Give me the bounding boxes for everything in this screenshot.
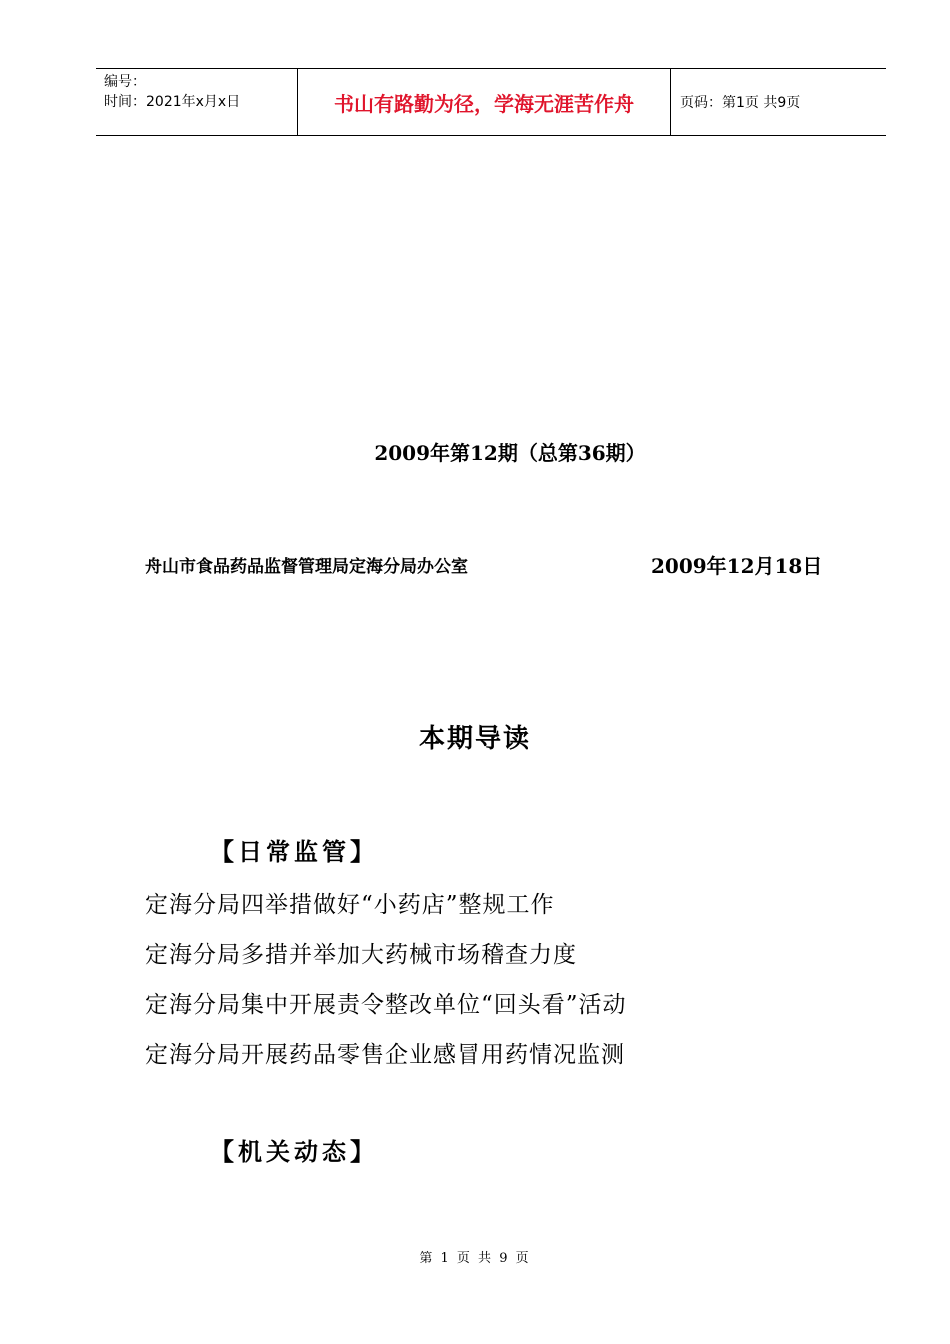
article-link[interactable]: 定海分局多措并举加大药械市场稽查力度 (145, 942, 577, 968)
issue-number: 2009年第12期（总第36期） (374, 441, 646, 465)
page-footer: 第 1 页 共 9 页 (419, 1251, 531, 1266)
issuing-office: 舟山市食品药品监督管理局定海分局办公室 (145, 557, 468, 577)
article-link[interactable]: 定海分局集中开展责令整改单位“回头看”活动 (145, 992, 627, 1018)
article-link[interactable]: 定海分局开展药品零售企业感冒用药情况监测 (145, 1042, 625, 1068)
header-page-info: 页码：第1页 共9页 (680, 95, 801, 111)
section-heading-daily-supervision: 【日常监管】 (210, 837, 378, 866)
header-motto: 书山有路勤为径，学海无涯苦作舟 (334, 91, 634, 116)
time-label: 时间：2021年x月x日 (104, 94, 241, 110)
issue-date: 2009年12月18日 (651, 554, 823, 578)
section-heading-agency-news: 【机关动态】 (210, 1137, 378, 1166)
number-label: 编号： (104, 74, 146, 90)
page-header (96, 68, 886, 136)
header-divider-right (670, 69, 671, 135)
header-meta (104, 72, 240, 112)
guide-title: 本期导读 (418, 724, 531, 754)
article-link[interactable]: 定海分局四举措做好“小药店”整规工作 (145, 892, 555, 918)
